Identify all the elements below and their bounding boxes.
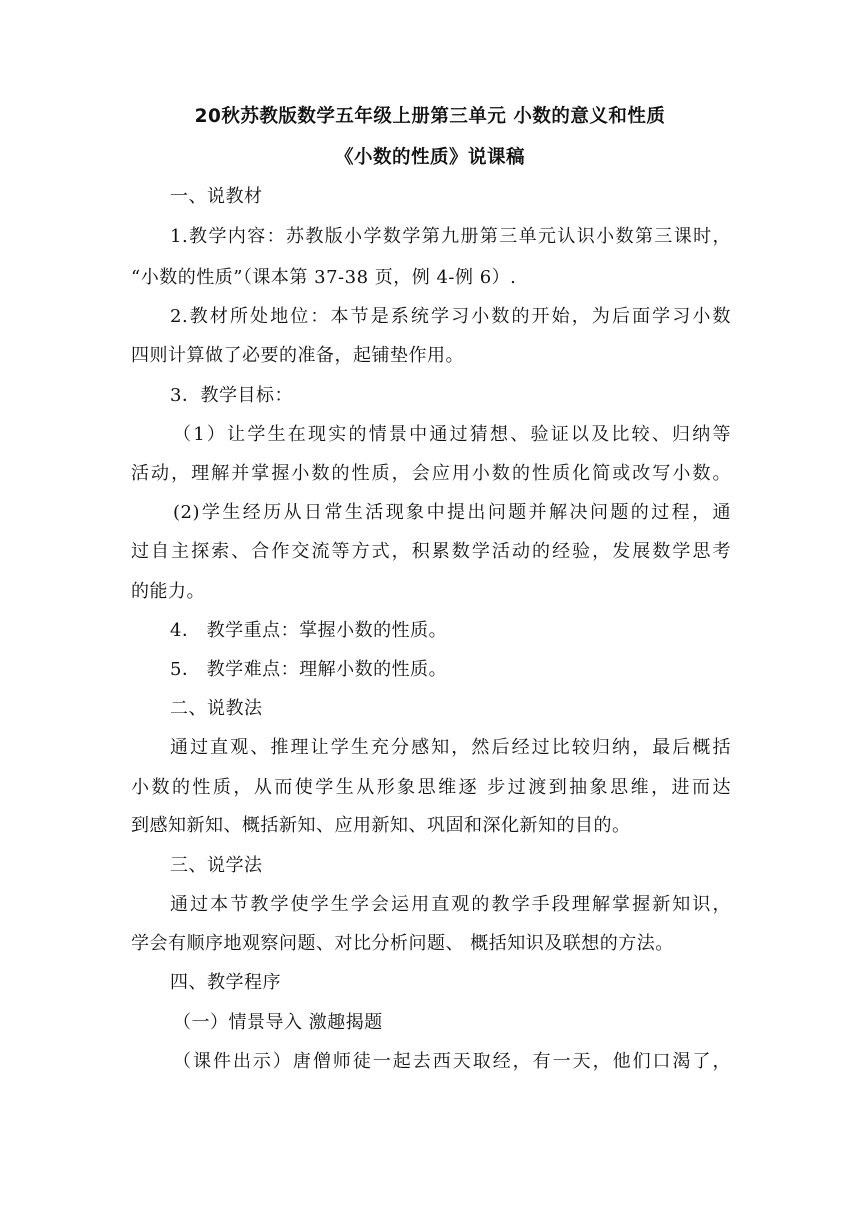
- paragraph-line: 1.教学内容：苏教版小学数学第九册第三单元认识小数第三课时，: [170, 226, 731, 247]
- section-heading: 一、说教材: [170, 186, 263, 207]
- paragraph-line: 活动，理解并掌握小数的性质，会应用小数的性质化简或改写小数。: [131, 463, 731, 484]
- paragraph-line: 通过本节教学使学生学会运用直观的教学手段理解掌握新知识，: [170, 894, 731, 915]
- section-heading: 二、说教法: [170, 698, 263, 719]
- section-heading: 三、说学法: [170, 855, 263, 876]
- section-heading: 四、教学程序: [170, 972, 281, 993]
- paragraph-line: 通过直观、推理让学生充分感知，然后经过比较归纳，最后概括: [170, 737, 731, 758]
- paragraph-line: 学会有顺序地观察问题、对比分析问题、 概括知识及联想的方法。: [131, 933, 674, 954]
- paragraph-line: 4． 教学重点：掌握小数的性质。: [170, 620, 448, 641]
- paragraph-line: （1）让学生在现实的情景中通过猜想、验证以及比较、归纳等: [173, 424, 731, 445]
- document-subtitle: 《小数的性质》说课稿: [334, 147, 525, 168]
- paragraph-line: 到感知新知、概括新知、应用新知、巩固和深化新知的目的。: [131, 815, 631, 836]
- paragraph-line: 3．教学目标：: [170, 385, 293, 406]
- subsection-heading: （一）情景导入 激趣揭题: [173, 1012, 383, 1033]
- paragraph-line: （课件出示）唐僧师徒一起去西天取经，有一天，他们口渴了，: [173, 1051, 731, 1072]
- paragraph-line: 5． 教学难点：理解小数的性质。: [170, 659, 448, 680]
- document-title: 20秋苏教版数学五年级上册第三单元 小数的意义和性质: [194, 106, 666, 127]
- paragraph-line: “小数的性质”（课本第 37-38 页，例 4-例 6）.: [131, 267, 517, 288]
- paragraph-line: 小数的性质，从而使学生从形象思维逐 步过渡到抽象思维，进而达: [131, 777, 731, 798]
- paragraph-line: (2)学生经历从日常生活现象中提出问题并解决问题的过程，通: [173, 502, 731, 523]
- paragraph-line: 2.教材所处地位：本节是系统学习小数的开始，为后面学习小数: [170, 306, 731, 327]
- paragraph-line: 四则计算做了必要的准备，起铺垫作用。: [131, 345, 464, 366]
- paragraph-line: 过自主探索、合作交流等方式，积累数学活动的经验，发展数学思考: [131, 541, 731, 562]
- paragraph-line: 的能力。: [131, 581, 205, 602]
